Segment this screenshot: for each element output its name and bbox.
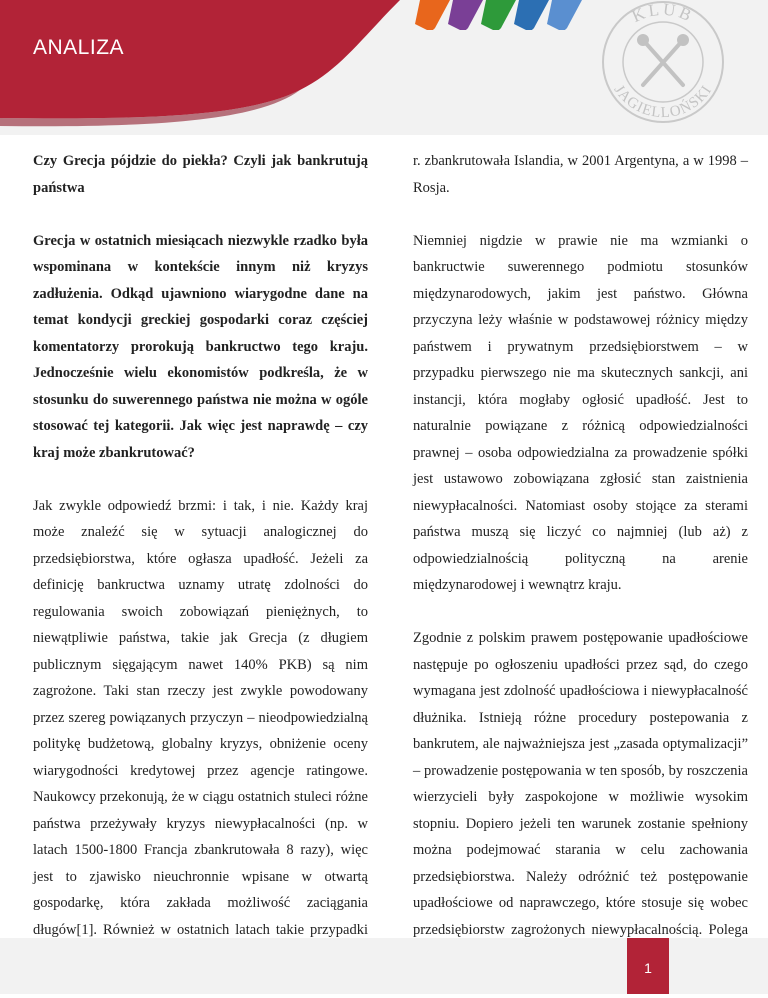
svg-text:KLUB: KLUB <box>629 0 697 27</box>
page-number: 1 <box>627 938 669 994</box>
article-body-paragraph: Niemniej nigdzie w prawie nie ma wzmianki o bankructwie suwerennego podmiotu stosunków międzynarodowych, jakim jest państwo. Główna przyczyna leży właśnie w podstawowej różnicy między państwem i prywatnym przedsiębiorstwem – w przypadku pierwszego nie ma skutecznych sankcji, ani instancji, która mogłaby ogłosić upadłość. Jest to naturalnie powiązane z różnicą odpowiedzialności prawnej – osoba odpowiedzialna za prowadzenie spółki jest ustawowo zobowiązana zgłosić stan zaistnienia niewypłacalności. Natomiast osoby stojące za sterami państwa muszą się liczyć co najmniej (lub aż) z odpowiedzialnością polityczną na arenie międzynarodowej i wewnątrz kraju. <box>413 232 748 593</box>
section-label: ANALIZA <box>33 36 125 59</box>
klub-jagiellonski-logo <box>588 0 738 125</box>
article-title: Czy Grecja pójdzie do piekła? Czyli jak bankrutują państwa <box>33 153 368 196</box>
color-stripes <box>415 0 595 30</box>
article-body-paragraph: Jak zwykle odpowiedź brzmi: i tak, i nie. Każdy kraj może znaleźć się w sytuacji analogicznej do przedsiębiorstwa, które ogłasza upadłość. Jeżeli za definicję bankructwa uznamy utratę zdolności do regulowania swoich zobowiązań pieniężnych, to niewątpliwie państwa, takie jak Grecja (z długiem publicznym sięgającym nawet 140% PKB) są nim zagrożone. Taki stan rzeczy jest zwykle powodowany przez szereg powiązanych przyczyn – nieodpowiedzialną politykę budżetową, globalny kryzys, obniżenie oceny wiarygodności kredytowej przez agencje ratingowe. Naukowcy przekonują, że w ciągu ostatnich stuleci różne państwa przeżywały kryzys niewypłacalności (np. w latach 1500-1800 Francja zbankrutowała 8 razy), więc jest to zjawisko nieuchronnie wpisane w otwartą gospodarkę, która zakłada możliwość zaciągania długów[1]. Również w ostatnich latach takie przypadki <box>33 497 368 938</box>
left-column <box>33 148 368 970</box>
page-header <box>0 0 768 135</box>
svg-text:JAGIELLOŃSKI: JAGIELLOŃSKI <box>610 82 716 122</box>
right-column <box>413 148 748 970</box>
article-body-paragraph: r. zbankrutowała Islandia, w 2001 Argentyna, a w 1998 – Rosja. <box>413 153 748 196</box>
article-body-paragraph: Zgodnie z polskim prawem postępowanie upadłościowe następuje po ogłoszeniu upadłości przez sąd, do czego wymagana jest zdolność upadłościowa i niewypłacalność dłużnika. Istnieją różne procedury postepowania z bankrutem, ale najważniejsza jest „zasada optymalizacji” – prowadzenie postępowania w ten sposób, by roszczenia wierzycieli były zaspokojone w możliwie wysokim stopniu. Dopiero jeżeli ten warunek zostanie spełniony można podejmować starania w celu zachowania przedsiębiorstwa. Należy odróżnić też postępowanie upadłościowe od naprawczego, które stosuje się wobec przedsiębiorstw zagrożonych niewypłacalnością. Polega <box>413 630 748 938</box>
article-lead: Grecja w ostatnich miesiącach niezwykle rzadko była wspominana w kontekście innym niż kryzys zadłużenia. Odkąd ujawniono wiarygodne dane na temat kondycji greckiej gospodarki coraz częściej komentatorzy prorokują bankructwo tego kraju. Jednocześnie wielu ekonomistów podkreśla, że w stosunku do suwerennego państwa nie można w ogóle stosować tej kategorii. Jak więc jest naprawdę – czy kraj może zbankrutować? <box>33 232 368 461</box>
